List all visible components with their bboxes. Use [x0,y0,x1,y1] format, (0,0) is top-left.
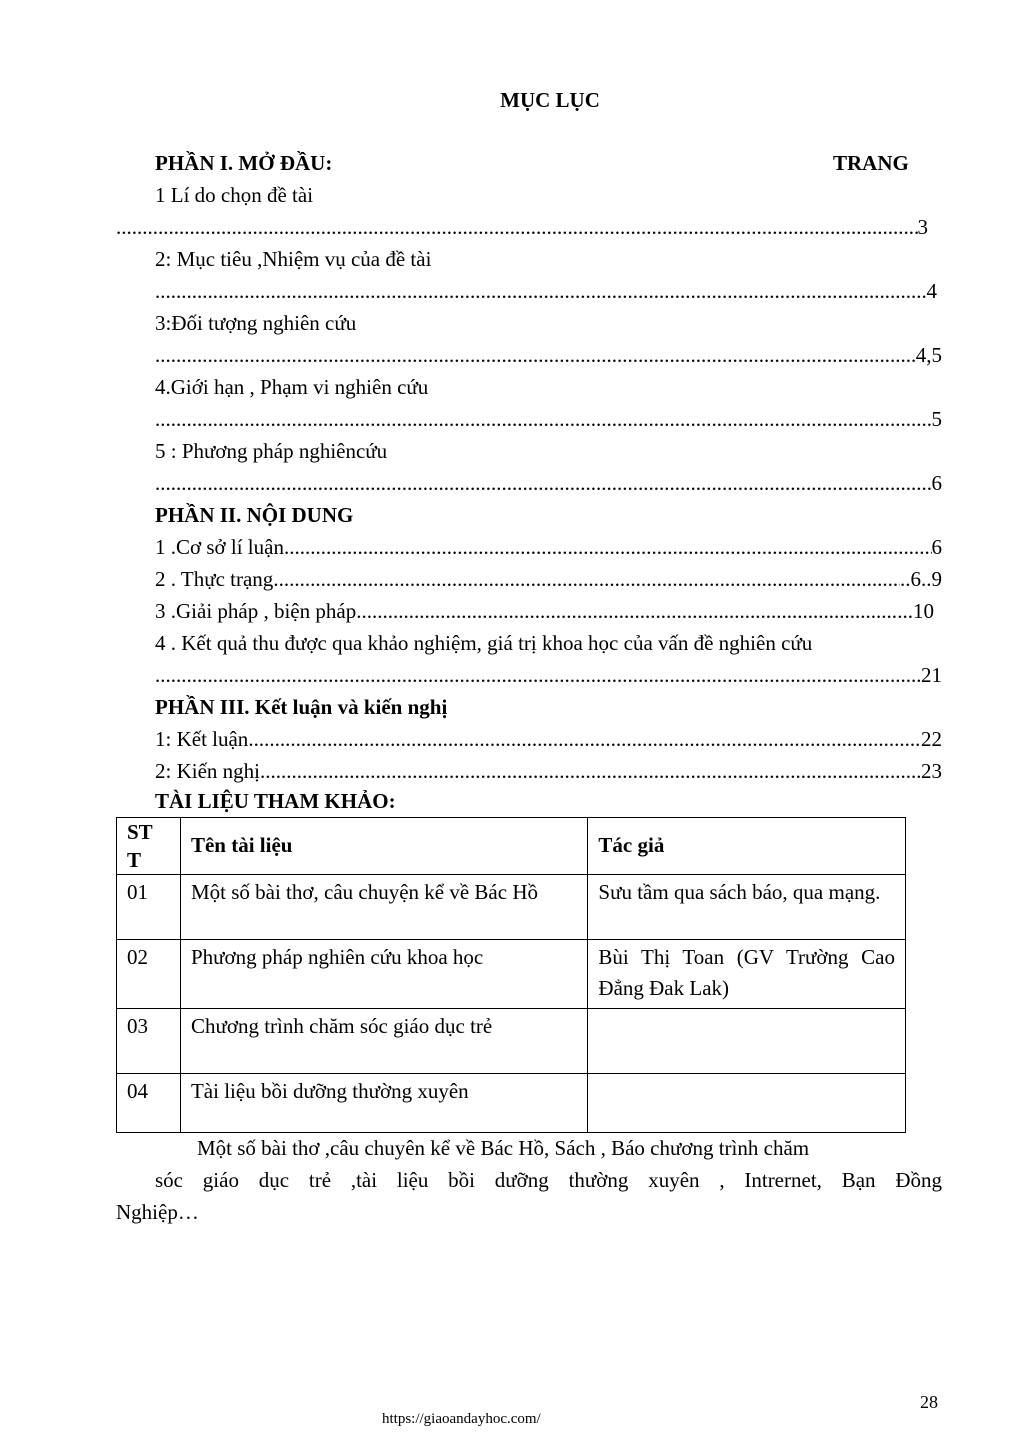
closing-paragraph-line: Một số bài thơ ,câu chuyên kể về Bác Hồ, Sách , Báo chương trình chăm [197,1136,810,1160]
dot-leader [155,404,932,434]
dot-leader [284,532,932,562]
column-header-name: Tên tài liệu [180,818,587,875]
column-header-author: Tác giả [588,818,906,875]
toc-item-label: 5 : Phương pháp nghiêncứu [155,439,388,463]
table-row [117,875,906,940]
toc-item-label: 4.Giới hạn , Phạm vi nghiên cứu [155,375,429,399]
cell-name: Tài liệu bồi dưỡng thường xuyên [180,1074,587,1133]
closing-paragraph-line: sóc giáo dục trẻ ,tài liệu bồi dưỡng thường xuyên , Intrernet, Bạn Đồng [155,1168,942,1192]
cell-stt: 04 [117,1074,181,1133]
table-header-row [117,818,906,875]
dot-leader [116,212,918,242]
toc-item-leader [155,660,942,690]
toc-item-page: 23 [921,759,942,783]
toc-item-page: 6 [931,471,942,495]
footer-url: https://giaoandayhoc.com/ [382,1411,541,1427]
dot-leader [155,340,916,370]
trang-label: TRANG [833,151,909,175]
toc-item-label: 2: Kiến nghị [155,759,260,783]
dot-leader [260,756,921,786]
toc-entry [155,564,942,594]
toc-item-label: 2: Mục tiêu ,Nhiệm vụ của đề tài [155,247,432,271]
cell-author [588,1009,906,1074]
cell-name: Chương trình chăm sóc giáo dục trẻ [180,1009,587,1074]
table-row [117,940,906,1009]
toc-item-page: 4 [926,279,937,303]
toc-item-label: 3 .Giải pháp , biện pháp [155,599,357,623]
toc-item-page: 4,5 [915,343,942,367]
table-row [117,1009,906,1074]
dot-leader [356,596,897,626]
page-number: 28 [920,1392,938,1412]
closing-paragraph-line: Nghiệp… [116,1200,199,1224]
toc-item-leader [155,468,942,498]
toc-item-label: 1 .Cơ sở lí luận [155,535,284,559]
part1-heading: PHẦN I. MỞ ĐẦU: [155,151,333,175]
toc-item-leader [155,340,942,370]
page-title: MỤC LỤC [500,88,600,112]
toc-item-page: 22 [921,727,942,751]
toc-entry [155,596,934,626]
toc-item-label: 4 . Kết quả thu được qua khảo nghiệm, giá trị khoa học của vấn đề nghiên cứu [155,631,813,655]
cell-author [588,1074,906,1133]
toc-item-label: 1 Lí do chọn đề tài [155,183,314,207]
dot-leader [248,724,921,754]
toc-entry [155,756,942,786]
toc-item-leader [116,212,928,242]
part2-heading: PHẦN II. NỘI DUNG [155,503,354,527]
toc-item-leader [155,276,937,306]
cell-stt: 02 [117,940,181,1009]
toc-item-page: ...10 [897,599,934,623]
toc-item-page: ..6..9 [900,567,942,591]
dot-leader [155,276,927,306]
part3-heading: PHẦN III. Kết luận và kiến nghị [155,695,448,719]
toc-item-page: 21 [921,663,942,687]
cell-stt: 03 [117,1009,181,1074]
dot-leader [273,564,900,594]
toc-item-page: 6 [931,535,942,559]
toc-entry [155,724,942,754]
cell-stt: 01 [117,875,181,940]
references-heading: TÀI LIỆU THAM KHẢO: [155,789,396,813]
cell-name: Một số bài thơ, câu chuyện kể về Bác Hồ [180,875,587,940]
cell-author: Bùi Thị Toan (GV Trường Cao Đẳng Đak Lak) [588,940,906,1009]
toc-item-label: 1: Kết luận [155,727,249,751]
dot-leader [155,660,921,690]
toc-item-page: 5 [931,407,942,431]
toc-entry [155,532,942,562]
toc-item-leader [155,404,942,434]
toc-item-label: 3:Đối tượng nghiên cứu [155,311,357,335]
toc-item-page: 3 [917,215,928,239]
dot-leader [155,468,932,498]
cell-name: Phương pháp nghiên cứu khoa học [180,940,587,1009]
table-row [117,1074,906,1133]
cell-author: Sưu tầm qua sách báo, qua mạng. [588,875,906,940]
column-header-stt: ST T [117,818,181,875]
references-table [116,817,906,1133]
toc-item-label: 2 . Thực trạng [155,567,274,591]
